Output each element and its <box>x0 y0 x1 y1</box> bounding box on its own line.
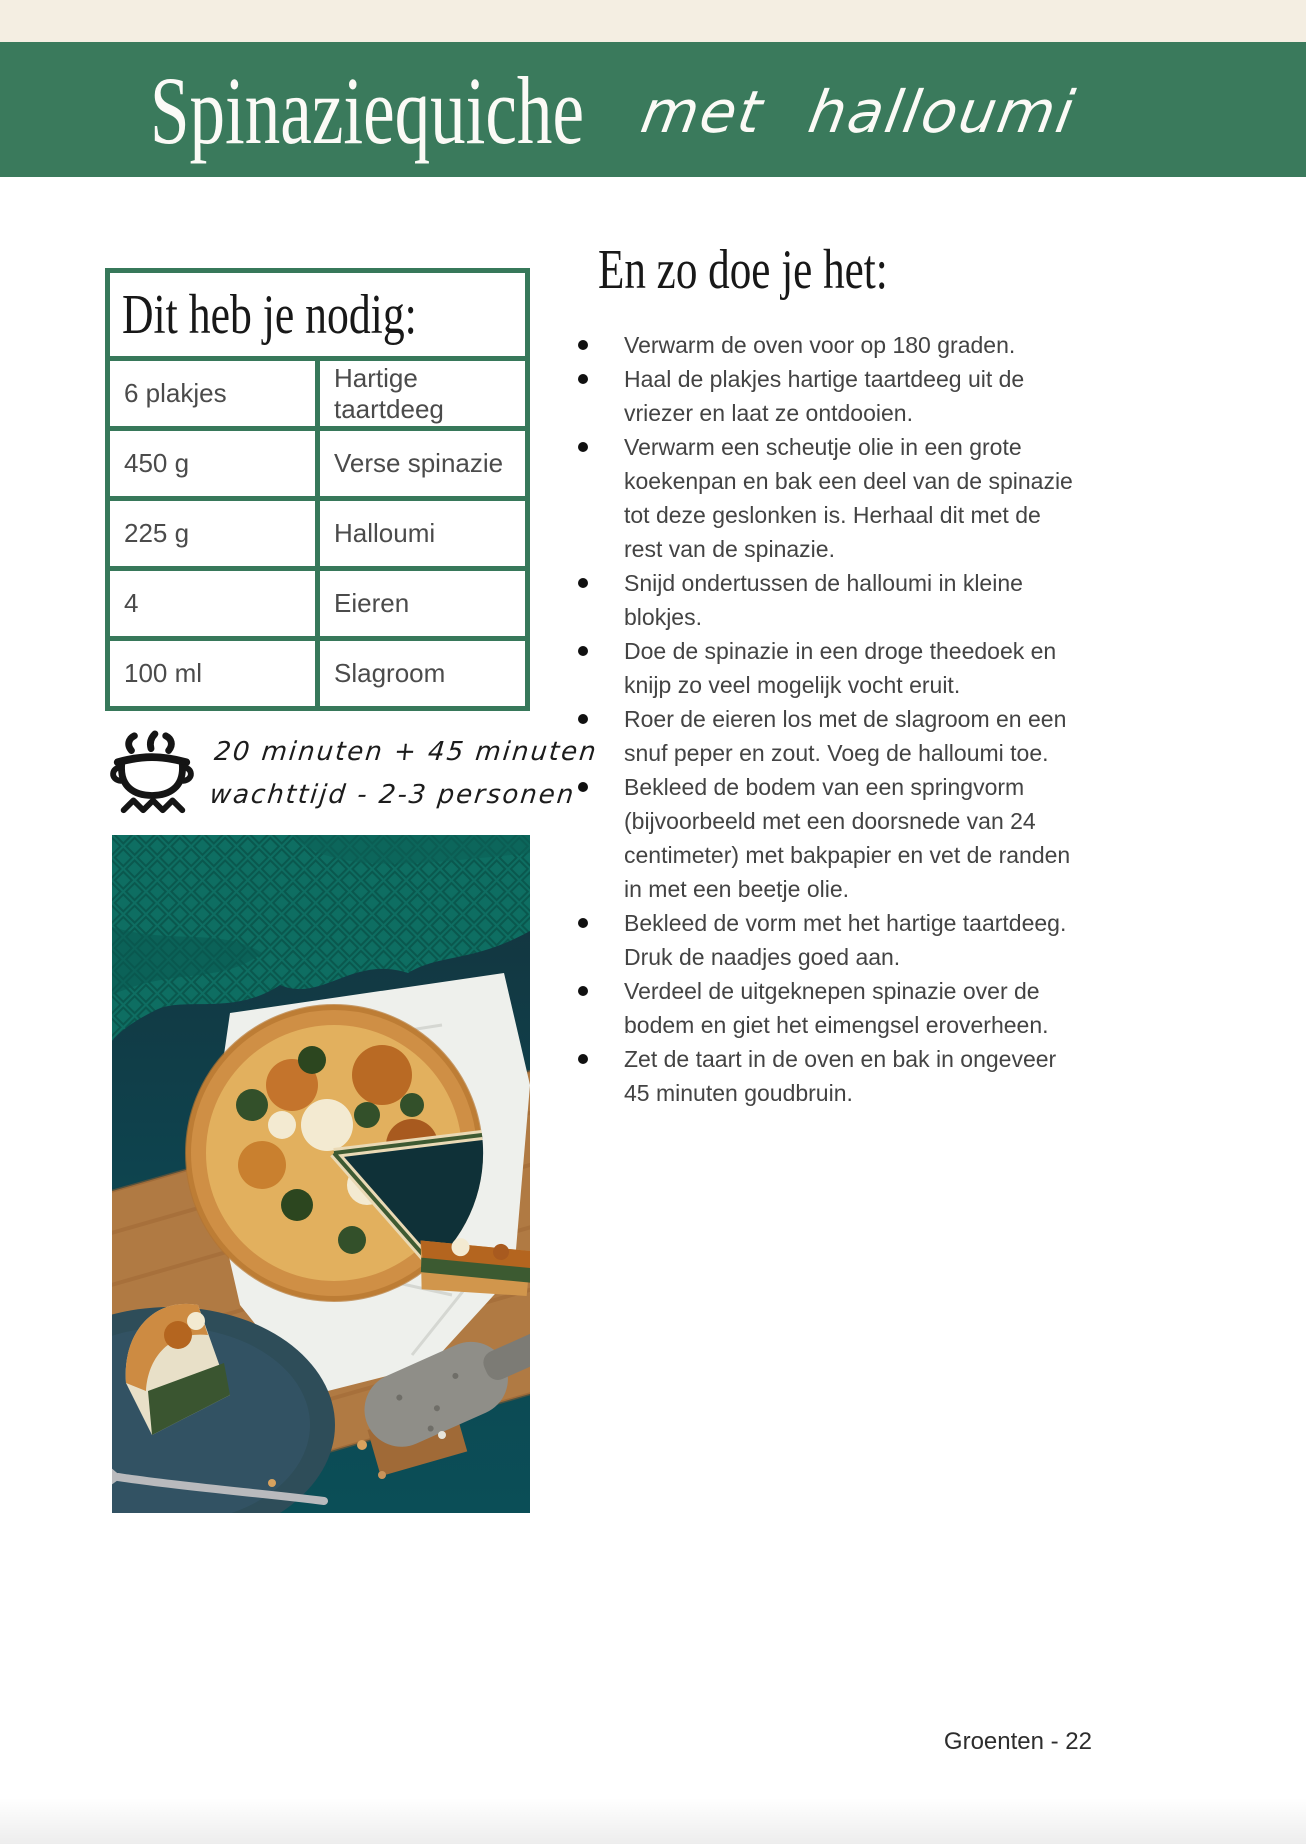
ingredients-header-row <box>108 271 528 359</box>
time-note-text <box>207 731 599 817</box>
ingredient-row <box>108 569 528 639</box>
instructions-section <box>570 238 1090 1110</box>
instruction-step: Verwarm de oven voor op 180 graden. <box>570 328 1090 362</box>
time-note-line1: 20 minuten + 45 minuten <box>212 737 600 767</box>
cream-top-strip <box>0 0 1306 42</box>
ingredient-name: Slagroom <box>318 639 528 709</box>
instruction-step: Roer de eieren los met de slagroom en een snuf peper en zout. Voeg de halloumi toe. <box>570 702 1090 770</box>
ingredient-name: Halloumi <box>318 499 528 569</box>
bullet-icon <box>578 374 588 384</box>
bullet-icon <box>578 646 588 656</box>
bullet-icon <box>578 578 588 588</box>
instruction-step: Zet de taart in de oven en bak in ongeveer 45 minuten goudbruin. <box>570 1042 1090 1110</box>
ingredient-amount: 6 plakjes <box>108 359 318 429</box>
instructions-list <box>570 328 1090 1110</box>
ingredient-amount: 100 ml <box>108 639 318 709</box>
ingredient-row <box>108 639 528 709</box>
ingredients-table <box>105 268 530 711</box>
page-title-main: Spinaziequiche <box>150 57 584 164</box>
instruction-step: Haal de plakjes hartige taartdeeg uit de vriezer en laat ze ontdooien. <box>570 362 1090 430</box>
page-bottom-shade <box>0 1798 1306 1844</box>
bullet-icon <box>578 714 588 724</box>
quiche-photo-illustration <box>112 835 530 1513</box>
ingredients-heading-cell <box>108 271 528 359</box>
instruction-step: Verdeel de uitgeknepen spinazie over de bodem en giet het eimengsel eroverheen. <box>570 974 1090 1042</box>
bullet-icon <box>578 918 588 928</box>
ingredient-amount: 4 <box>108 569 318 639</box>
ingredient-row <box>108 359 528 429</box>
recipe-photo <box>112 835 530 1513</box>
page-title-script: met halloumi <box>636 78 1082 146</box>
time-note-line2: wachttijd - 2-3 personen <box>208 780 577 810</box>
time-note <box>108 728 600 820</box>
instruction-step: Snijd ondertussen de halloumi in kleine blokjes. <box>570 566 1090 634</box>
instruction-step: Doe de spinazie in een droge theedoek en knijp zo veel mogelijk vocht eruit. <box>570 634 1090 702</box>
bullet-icon <box>578 442 588 452</box>
ingredient-row <box>108 499 528 569</box>
instruction-step: Bekleed de bodem van een springvorm (bijvoorbeeld met een doorsnede van 24 centimeter) met bakpapier en vet de randen in met een beetje olie. <box>570 770 1090 906</box>
bullet-icon <box>578 1054 588 1064</box>
ingredient-name: Hartige taartdeeg <box>318 359 528 429</box>
title-band <box>0 42 1306 177</box>
bullet-icon <box>578 986 588 996</box>
ingredient-name: Verse spinazie <box>318 429 528 499</box>
bullet-icon <box>578 340 588 350</box>
ingredient-amount: 450 g <box>108 429 318 499</box>
ingredient-name: Eieren <box>318 569 528 639</box>
instructions-heading: En zo doe je het: <box>598 239 888 301</box>
ingredients-heading: Dit heb je nodig: <box>122 283 417 346</box>
bullet-icon <box>578 782 588 792</box>
instruction-step: Verwarm een scheutje olie in een grote koekenpan en bak een deel van de spinazie tot deze geslonken is. Herhaal dit met de rest van de spinazie. <box>570 430 1090 566</box>
footer-page-label: Groenten - 22 <box>943 1728 1092 1755</box>
steaming-pot-icon <box>108 728 196 820</box>
ingredient-row <box>108 429 528 499</box>
ingredient-amount: 225 g <box>108 499 318 569</box>
instruction-step: Bekleed de vorm met het hartige taartdeeg. Druk de naadjes goed aan. <box>570 906 1090 974</box>
